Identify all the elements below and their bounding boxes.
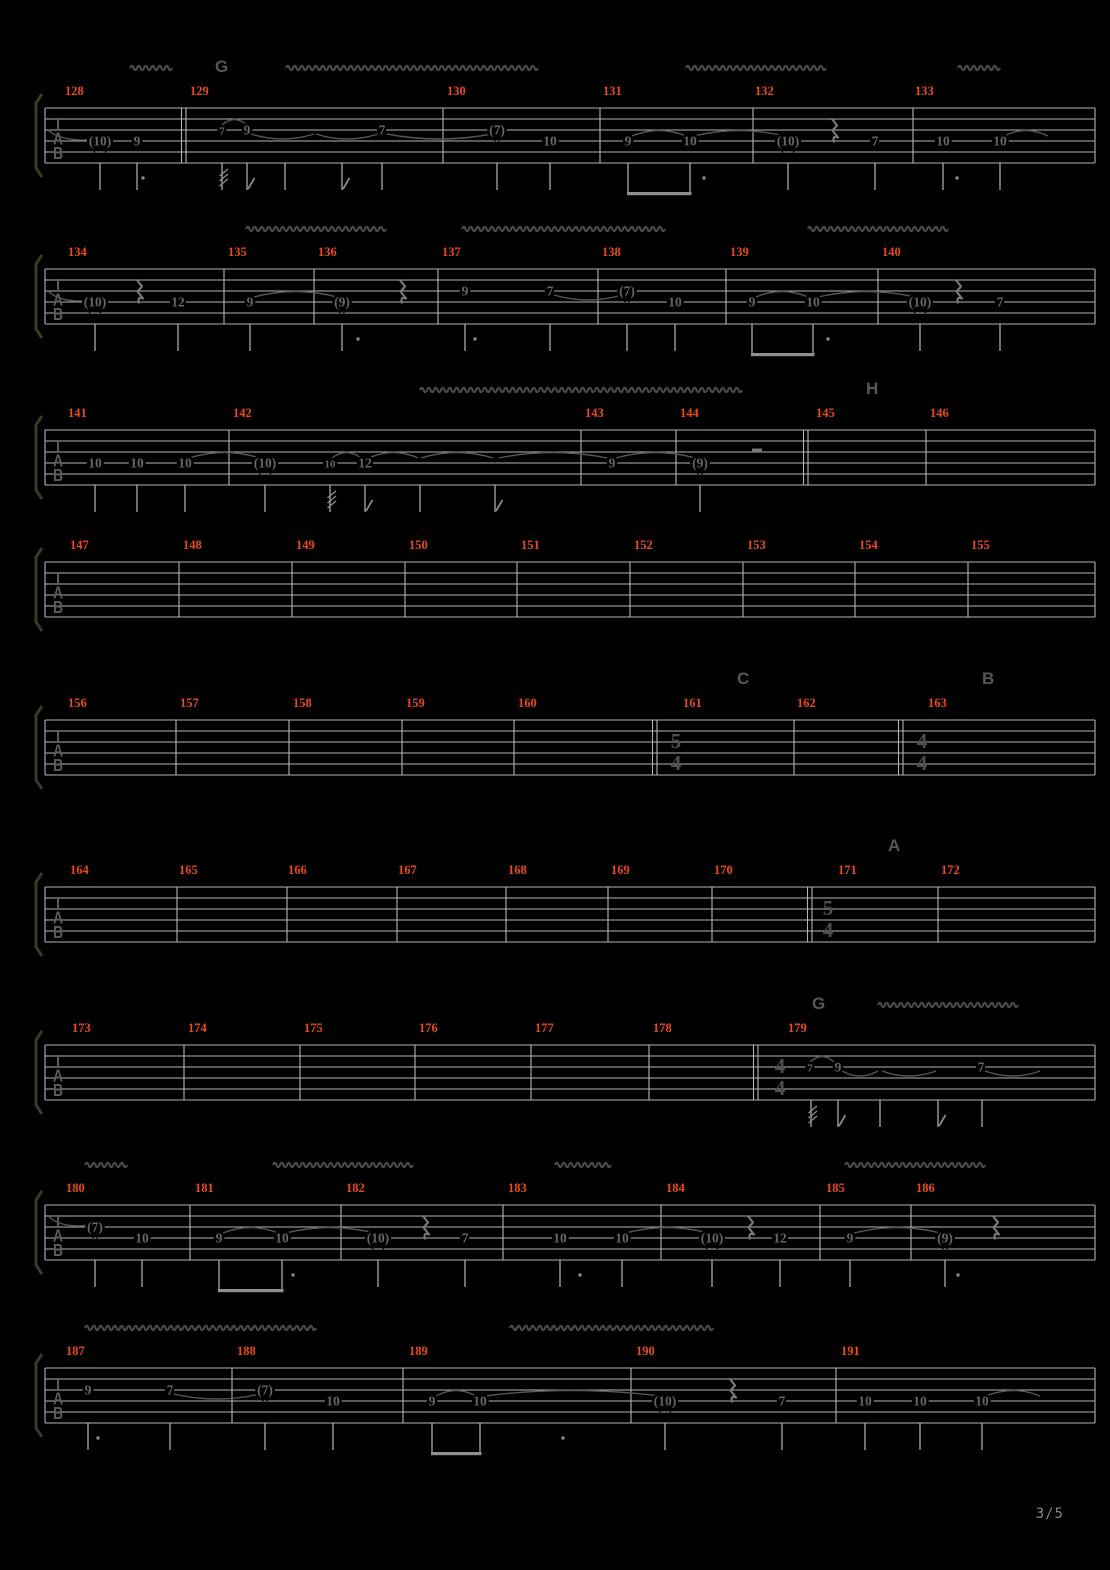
tab-system — [0, 660, 1110, 835]
system-bracket — [36, 706, 42, 789]
tie-slur — [254, 292, 337, 298]
quarter-rest-icon — [400, 280, 406, 304]
tie-slur — [985, 1071, 1040, 1076]
measure-number: 165 — [179, 863, 198, 877]
measure-number: 161 — [683, 696, 702, 710]
measure-number: 150 — [409, 538, 428, 552]
measure-number: 143 — [585, 406, 604, 420]
time-signature-bottom: 4 — [822, 918, 834, 942]
fret-number: 10 — [326, 1393, 340, 1409]
tab-clef-letter: B — [52, 597, 64, 618]
tab-system — [0, 1308, 1110, 1483]
measure-number: 128 — [65, 84, 84, 98]
fret-number: 10 — [178, 455, 192, 471]
tie-slur — [436, 1391, 476, 1397]
tab-clef-letter: B — [52, 304, 64, 325]
tab-clef-letter: T — [53, 726, 63, 747]
tab-clef-letter: T — [53, 1211, 63, 1232]
system-bracket — [36, 94, 42, 177]
fret-number: 9 — [461, 283, 469, 299]
tab-clef-letter: A — [52, 128, 64, 149]
tab-system — [0, 1145, 1110, 1320]
fret-number: 10 — [913, 1393, 927, 1409]
tie-slur — [251, 134, 314, 139]
tie-slur — [616, 453, 695, 459]
measure-number: 139 — [730, 245, 749, 259]
fret-number: 7 — [778, 1393, 786, 1409]
fret-number: 10 — [615, 1230, 629, 1246]
tie-slur — [484, 1391, 660, 1397]
dot — [578, 1273, 581, 1276]
quarter-rest-icon — [730, 1379, 736, 1403]
tie-slur — [1004, 131, 1048, 137]
grace-fret-number: 10 — [324, 458, 336, 471]
measure-number: 141 — [68, 406, 87, 420]
vibrato-line — [808, 227, 948, 231]
tie-slur — [818, 292, 915, 298]
time-signature-bottom: 4 — [774, 1076, 786, 1100]
system-bracket — [36, 1031, 42, 1114]
note-flag — [939, 1115, 946, 1126]
vibrato-line — [845, 1163, 985, 1167]
vibrato-line — [286, 66, 538, 70]
fret-number: 10 — [993, 133, 1007, 149]
quarter-rest-icon — [956, 280, 962, 304]
dot — [826, 337, 829, 340]
tie-slur — [369, 453, 418, 459]
dot — [956, 1273, 959, 1276]
measure-number: 142 — [233, 406, 252, 420]
fret-number: (9) — [937, 1230, 953, 1246]
fret-number: (10) — [653, 1393, 677, 1409]
measure-number: 184 — [666, 1181, 685, 1195]
tie-slur — [316, 134, 378, 139]
fret-number: 7 — [378, 122, 386, 138]
dot — [955, 176, 958, 179]
fret-number: 9 — [428, 1393, 436, 1409]
fret-number: 9 — [624, 133, 632, 149]
measure-number: 187 — [66, 1344, 85, 1358]
dot — [291, 1273, 294, 1276]
fret-number: 9 — [215, 1230, 223, 1246]
fret-number: (10) — [700, 1230, 724, 1246]
fret-number: (9) — [692, 455, 708, 471]
beam — [627, 192, 692, 195]
fret-number: (10) — [88, 133, 112, 149]
measure-number: 176 — [419, 1021, 438, 1035]
fret-number: 10 — [858, 1393, 872, 1409]
measure-number: 152 — [634, 538, 653, 552]
tab-clef-letter: T — [53, 114, 63, 135]
fret-number: (10) — [253, 455, 277, 471]
measure-number: 182 — [346, 1181, 365, 1195]
tie-slur — [756, 292, 808, 298]
dot — [356, 337, 359, 340]
system-bracket — [36, 255, 42, 338]
fret-number: 7 — [546, 283, 554, 299]
tab-clef-letter: T — [53, 893, 63, 914]
fret-number: 7 — [996, 294, 1004, 310]
measure-number: 188 — [237, 1344, 256, 1358]
measure-number: 149 — [296, 538, 315, 552]
tab-clef-letter: A — [52, 740, 64, 761]
tab-clef-letter: B — [52, 465, 64, 486]
measure-number: 162 — [797, 696, 816, 710]
tie-slur — [499, 453, 607, 459]
fret-number: 9 — [748, 294, 756, 310]
tie-slur — [986, 1391, 1040, 1397]
measure-number: 175 — [304, 1021, 323, 1035]
section-label: A — [888, 836, 901, 855]
measure-number: 166 — [288, 863, 307, 877]
tab-clef-letter: B — [52, 755, 64, 776]
fret-number: 9 — [608, 455, 616, 471]
quarter-rest-icon — [423, 1216, 429, 1240]
tie-slur — [810, 1057, 834, 1063]
measure-number: 160 — [518, 696, 537, 710]
fret-number: 7 — [871, 133, 879, 149]
measure-number: 181 — [195, 1181, 214, 1195]
time-signature-top: 5 — [822, 896, 834, 920]
measure-number: 134 — [68, 245, 87, 259]
tie-slur — [174, 1394, 260, 1399]
half-rest-icon — [752, 449, 762, 453]
system-bracket — [36, 548, 42, 631]
measure-number: 153 — [747, 538, 766, 552]
vibrato-line — [85, 1326, 316, 1330]
measure-number: 186 — [916, 1181, 935, 1195]
measure-number: 158 — [293, 696, 312, 710]
system-bracket — [36, 873, 42, 956]
measure-number: 168 — [508, 863, 527, 877]
tab-clef-letter: B — [52, 922, 64, 943]
dot — [473, 337, 476, 340]
tie-slur — [286, 1228, 374, 1234]
fret-number: 10 — [275, 1230, 289, 1246]
tie-slur — [421, 453, 493, 459]
tie-slur — [854, 1228, 940, 1234]
tie-slur — [632, 131, 686, 137]
tab-clef-letter: A — [52, 1065, 64, 1086]
measure-number: 157 — [180, 696, 199, 710]
fret-number: 12 — [358, 455, 372, 471]
tab-system — [0, 827, 1110, 1002]
beam — [751, 353, 815, 356]
tie-slur — [694, 131, 784, 137]
time-signature-bottom: 4 — [916, 751, 928, 775]
fret-number: 9 — [243, 122, 251, 138]
tab-clef-letter: T — [53, 436, 63, 457]
vibrato-line — [878, 1003, 1018, 1007]
measure-number: 183 — [508, 1181, 527, 1195]
system-bracket — [36, 416, 42, 499]
vibrato-line — [686, 66, 826, 70]
measure-number: 131 — [603, 84, 622, 98]
fret-number: 12 — [171, 294, 185, 310]
fret-number: (10) — [908, 294, 932, 310]
measure-number: 180 — [66, 1181, 85, 1195]
measure-number: 189 — [409, 1344, 428, 1358]
dot — [96, 1436, 99, 1439]
section-label: G — [812, 994, 826, 1013]
tie-slur — [882, 1071, 936, 1076]
tie-slur — [626, 1228, 708, 1234]
beam — [431, 1452, 482, 1455]
section-label: B — [982, 669, 995, 688]
measure-number: 173 — [72, 1021, 91, 1035]
measure-number: 137 — [442, 245, 461, 259]
grace-fret-number: 7 — [807, 1062, 813, 1075]
fret-number: (7) — [257, 1382, 273, 1398]
measure-number: 191 — [841, 1344, 860, 1358]
tab-system — [0, 502, 1110, 677]
fret-number: (7) — [489, 122, 505, 138]
fret-number: 10 — [668, 294, 682, 310]
page-indicator: 3/5 — [1035, 1506, 1064, 1522]
measure-number: 177 — [535, 1021, 554, 1035]
fret-number: 9 — [846, 1230, 854, 1246]
fret-number: 10 — [473, 1393, 487, 1409]
measure-number: 147 — [70, 538, 89, 552]
tab-clef-letter: A — [52, 1225, 64, 1246]
measure-number: 178 — [653, 1021, 672, 1035]
measure-number: 130 — [447, 84, 466, 98]
measure-number: 144 — [680, 406, 699, 420]
vibrato-line — [958, 66, 1000, 70]
fret-number: 10 — [806, 294, 820, 310]
fret-number: 10 — [936, 133, 950, 149]
measure-number: 146 — [930, 406, 949, 420]
tab-clef-letter: T — [53, 275, 63, 296]
fret-number: (9) — [334, 294, 350, 310]
measure-number: 190 — [636, 1344, 655, 1358]
vibrato-line — [85, 1163, 127, 1167]
note-flag — [839, 1115, 846, 1126]
measure-number: 172 — [941, 863, 960, 877]
measure-number: 132 — [755, 84, 774, 98]
measure-number: 129 — [190, 84, 209, 98]
measure-number: 179 — [788, 1021, 807, 1035]
tab-clef-letter: B — [52, 1240, 64, 1261]
time-signature-top: 4 — [916, 729, 928, 753]
time-signature-top: 4 — [774, 1054, 786, 1078]
measure-number: 148 — [183, 538, 202, 552]
measure-number: 138 — [602, 245, 621, 259]
tab-clef-letter: A — [52, 450, 64, 471]
tie-slur — [223, 1228, 278, 1234]
vibrato-line — [246, 227, 386, 231]
quarter-rest-icon — [137, 280, 143, 304]
fret-number: 10 — [135, 1230, 149, 1246]
tie-slur — [387, 134, 492, 139]
vibrato-line — [130, 66, 172, 70]
dot — [702, 176, 705, 179]
system-bracket — [36, 1191, 42, 1274]
measure-number: 151 — [521, 538, 540, 552]
quarter-rest-icon — [748, 1216, 754, 1240]
tab-clef-letter: B — [52, 1403, 64, 1424]
measure-number: 164 — [70, 863, 89, 877]
section-label: G — [215, 57, 229, 76]
measure-number: 154 — [859, 538, 878, 552]
note-flag — [343, 178, 350, 189]
section-label: H — [866, 379, 879, 398]
measure-number: 155 — [971, 538, 990, 552]
beam — [218, 1289, 284, 1292]
fret-number: 9 — [84, 1382, 92, 1398]
tab-system — [0, 209, 1110, 384]
fret-number: 7 — [166, 1382, 174, 1398]
tab-system — [0, 985, 1110, 1160]
tie-slur — [332, 453, 361, 459]
tab-clef-letter: B — [52, 1080, 64, 1101]
vibrato-line — [510, 1326, 713, 1330]
fret-number: 9 — [246, 294, 254, 310]
measure-number: 174 — [188, 1021, 207, 1035]
measure-number: 145 — [816, 406, 835, 420]
measure-number: 169 — [611, 863, 630, 877]
tab-clef-letter: T — [53, 1051, 63, 1072]
tab-system — [0, 48, 1110, 223]
vibrato-line — [555, 1163, 611, 1167]
grace-fret-number: 7 — [219, 125, 225, 138]
note-flag — [248, 178, 255, 189]
fret-number: 10 — [88, 455, 102, 471]
fret-number: 10 — [683, 133, 697, 149]
time-signature-top: 5 — [670, 729, 682, 753]
fret-number: 10 — [130, 455, 144, 471]
tab-clef-letter: T — [53, 1374, 63, 1395]
fret-number: (7) — [87, 1219, 103, 1235]
time-signature-bottom: 4 — [670, 751, 682, 775]
vibrato-line — [273, 1163, 413, 1167]
fret-number: 7 — [461, 1230, 469, 1246]
quarter-rest-icon — [993, 1216, 999, 1240]
measure-number: 171 — [838, 863, 857, 877]
tie-slur — [554, 295, 622, 300]
measure-number: 159 — [406, 696, 425, 710]
section-label: C — [737, 669, 750, 688]
dot — [561, 1436, 564, 1439]
tab-clef-letter: A — [52, 289, 64, 310]
fret-number: 10 — [975, 1393, 989, 1409]
quarter-rest-icon — [832, 119, 838, 143]
tab-clef-letter: A — [52, 1388, 64, 1409]
fret-number: 9 — [133, 133, 141, 149]
tab-clef-letter: A — [52, 907, 64, 928]
fret-number: (10) — [776, 133, 800, 149]
fret-number: 10 — [553, 1230, 567, 1246]
vibrato-line — [462, 227, 665, 231]
tab-clef-letter: A — [52, 582, 64, 603]
measure-number: 185 — [826, 1181, 845, 1195]
tie-slur — [842, 1071, 878, 1076]
dot — [141, 176, 144, 179]
fret-number: (7) — [619, 283, 635, 299]
fret-number: 7 — [977, 1059, 985, 1075]
fret-number: 9 — [834, 1059, 842, 1075]
fret-number: 10 — [543, 133, 557, 149]
fret-number: (10) — [83, 294, 107, 310]
vibrato-line — [420, 388, 742, 392]
measure-number: 140 — [882, 245, 901, 259]
fret-number: 12 — [773, 1230, 787, 1246]
tie-slur — [189, 453, 260, 459]
system-bracket — [36, 1354, 42, 1437]
measure-number: 136 — [318, 245, 337, 259]
measure-number: 133 — [915, 84, 934, 98]
tab-clef-letter: B — [52, 143, 64, 164]
fret-number: (10) — [366, 1230, 390, 1246]
measure-number: 170 — [714, 863, 733, 877]
measure-number: 135 — [228, 245, 247, 259]
measure-number: 156 — [68, 696, 87, 710]
measure-number: 163 — [928, 696, 947, 710]
measure-number: 167 — [398, 863, 417, 877]
tab-clef-letter: T — [53, 568, 63, 589]
